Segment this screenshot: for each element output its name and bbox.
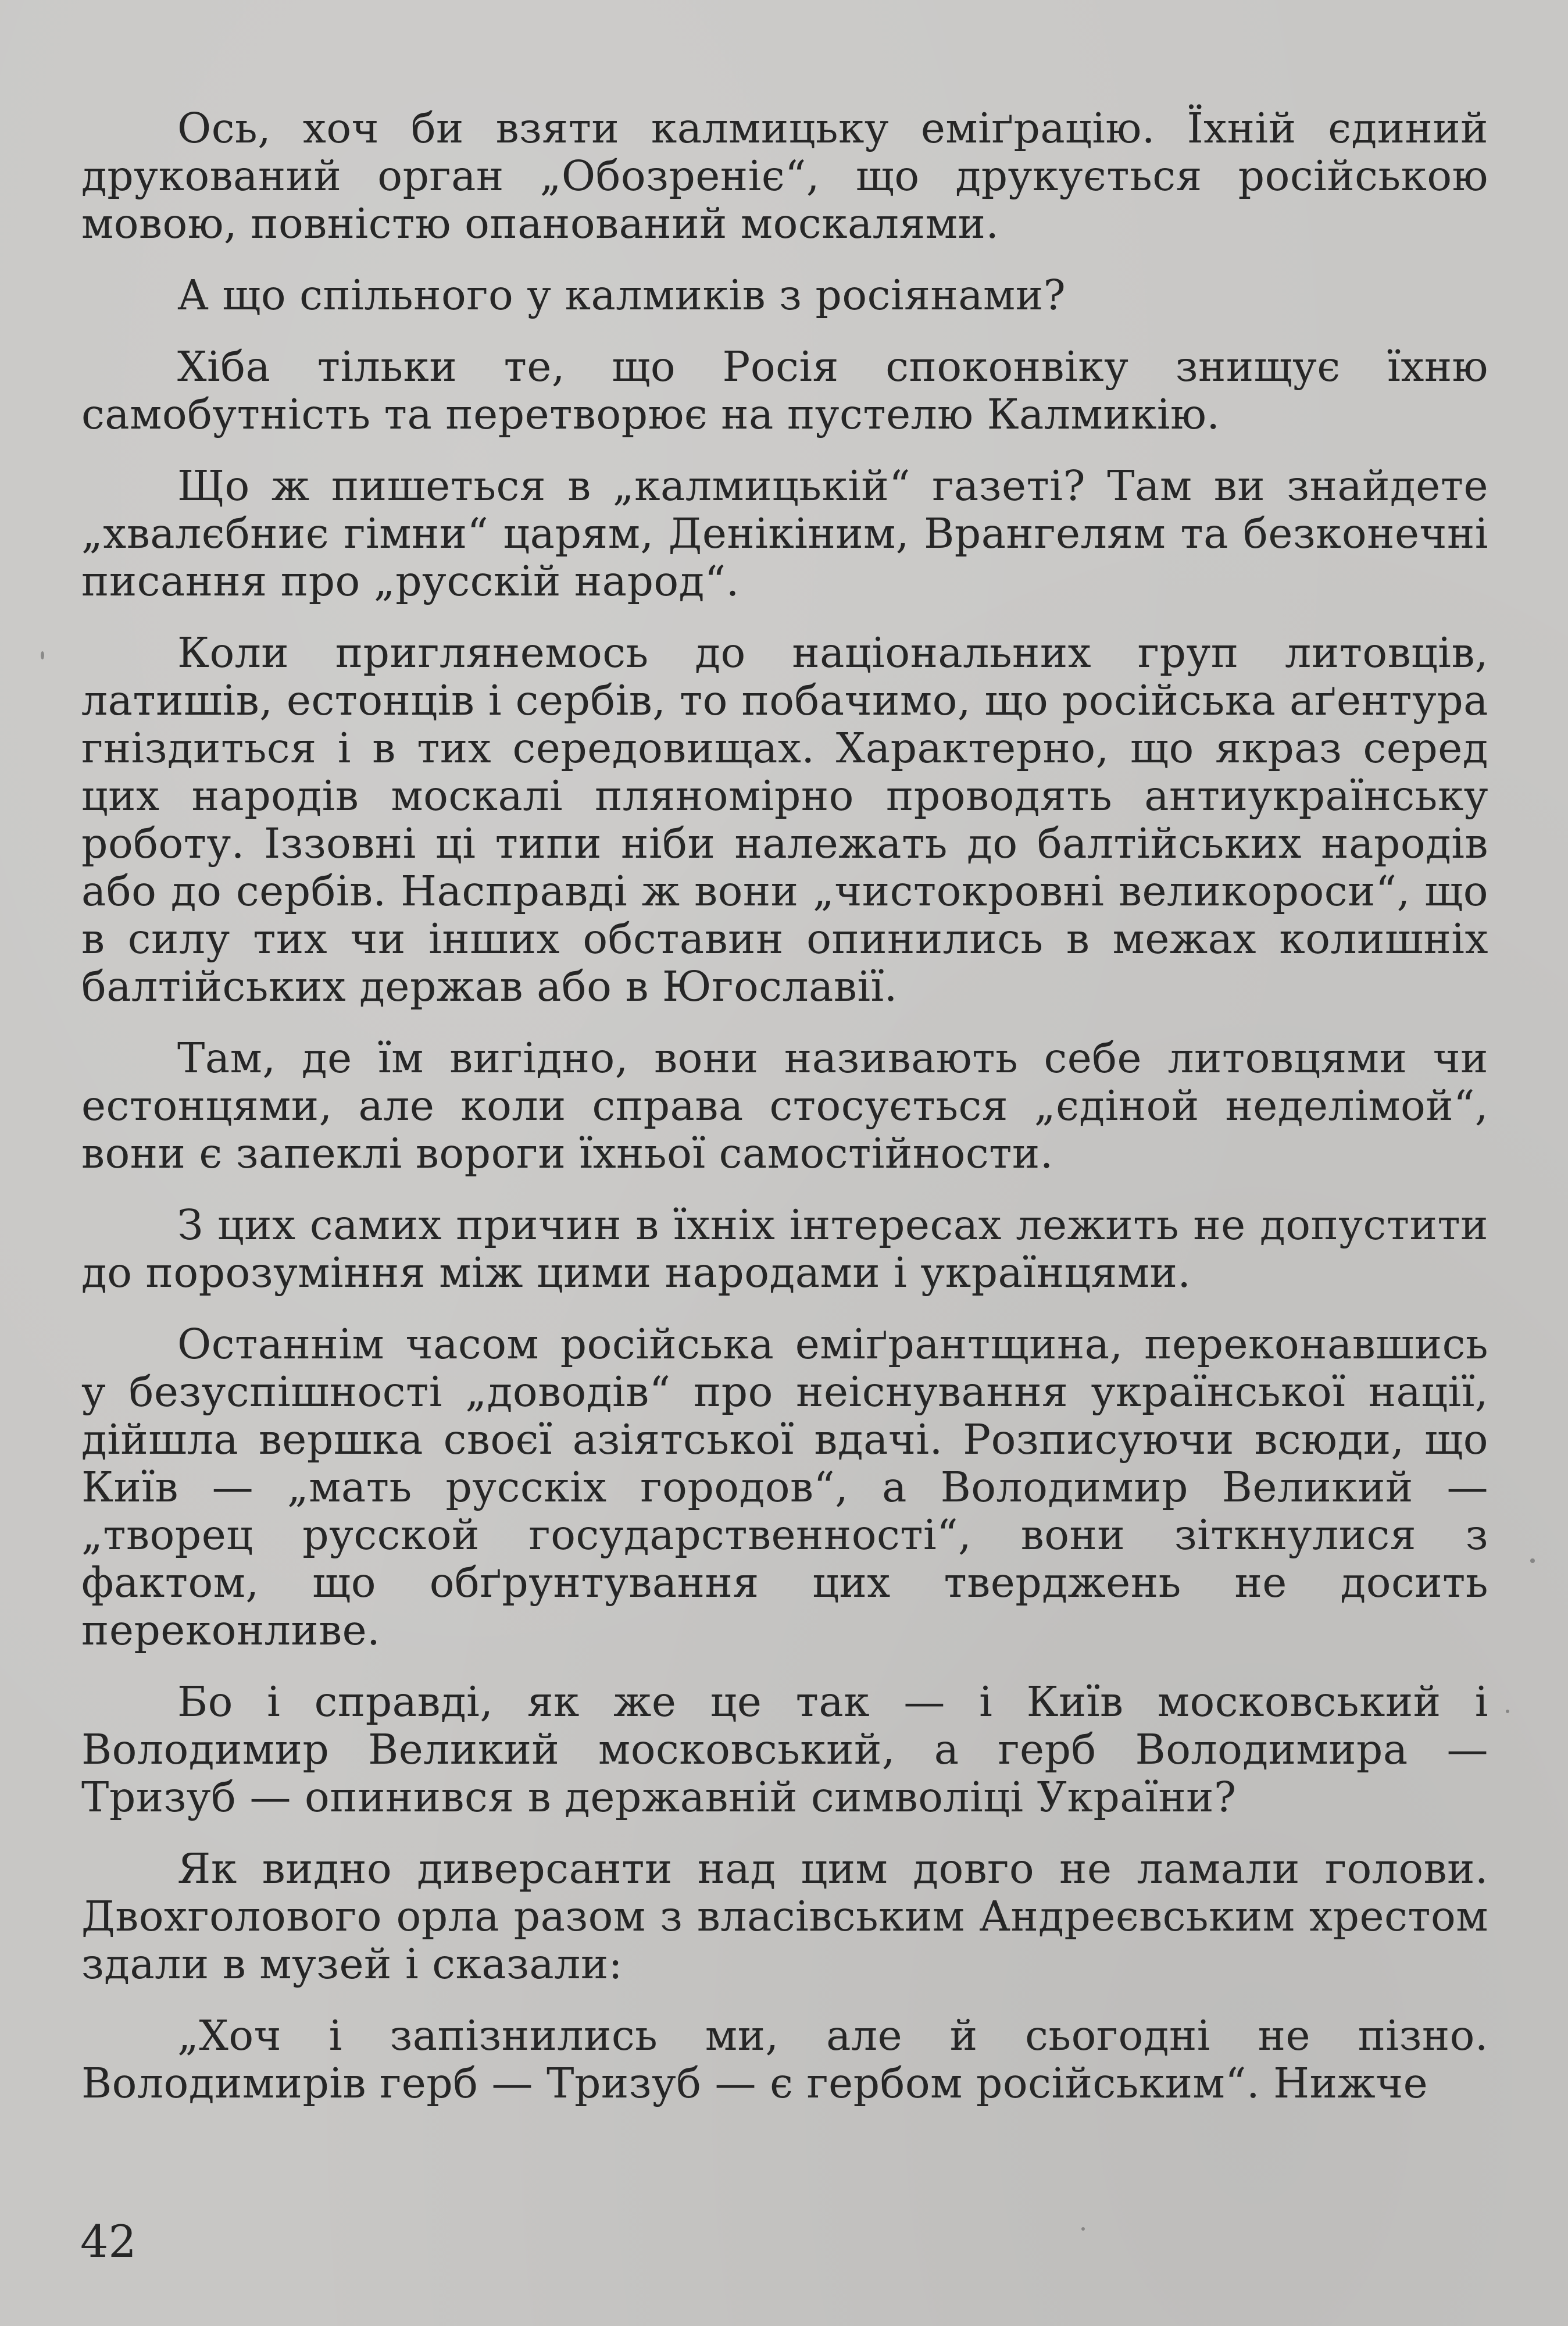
- print-speck: [1530, 1558, 1535, 1563]
- paragraph: Що ж пишеться в „калмицькій“ газеті? Там ви знайдете „хвалєбниє гімни“ царям, Денікіним, Врангелям та безконечні писання про „русскій народ“.: [81, 462, 1488, 605]
- paragraph: Ось, хоч би взяти калмицьку еміґрацію. Їхній єдиний друкований орган „Обозреніє“, що друкується російською мовою, повністю опанований москалями.: [81, 104, 1488, 248]
- paragraph: „Хоч і запізнились ми, але й сьогодні не пізно. Володимирів герб — Тризуб — є гербом російським“. Нижче: [81, 2011, 1488, 2107]
- page-number: 42: [80, 2216, 137, 2267]
- print-speck: [1506, 1710, 1509, 1713]
- print-speck: [1081, 2227, 1085, 2231]
- paragraph: З цих самих причин в їхніх інтересах лежить не допустити до порозуміння між цими народами і українцями.: [81, 1201, 1488, 1297]
- page-text: [81, 105, 1488, 2131]
- paragraph: Останнім часом російська еміґрантщина, переконавшись у безуспішності „доводів“ про неіснування української нації, дійшла вершка своєї азіятської вдачі. Розписуючи всюди, що Київ — „мать русскіх городов“, а Володимир Великий — „творец русской государственності“, вони зіткнулися з фактом, що обґрунтування цих тверджень не досить переконливе.: [81, 1320, 1488, 1654]
- paragraph: Хіба тільки те, що Росія споконвіку знищує їхню самобутність та перетворює на пустелю Калмикію.: [81, 343, 1488, 438]
- paragraph: А що спільного у калмиків з росіянами?: [177, 271, 1066, 319]
- paragraph: Як видно диверсанти над цим довго не ламали голови. Двохголового орла разом з власівським Андреєвським хрестом здали в музей і сказали:: [81, 1845, 1488, 1988]
- paragraph: Там, де їм вигідно, вони називають себе литовцями чи естонцями, але коли справа стосується „єдіной неделімой“, вони є запеклі вороги їхньої самостійности.: [81, 1034, 1488, 1178]
- print-speck: [41, 651, 44, 659]
- paragraph: Коли приглянемось до національних груп литовців, латишів, естонців і сербів, то побачимо, що російська аґентура гніздиться і в тих середовищах. Характерно, що якраз серед цих народів москалі пляномірно проводять антиукраїнську роботу. Іззовні ці типи ніби належать до балтійських народів або до сербів. Насправді ж вони „чистокровні великороси“, що в силу тих чи інших обставин опинились в межах колишніх балтійських держав або в Югославії.: [81, 629, 1488, 1011]
- paragraph: Бо і справді, як же це так — і Київ московський і Володимир Великий московський, а герб Володимира — Тризуб — опинився в державній символіці України?: [81, 1678, 1488, 1821]
